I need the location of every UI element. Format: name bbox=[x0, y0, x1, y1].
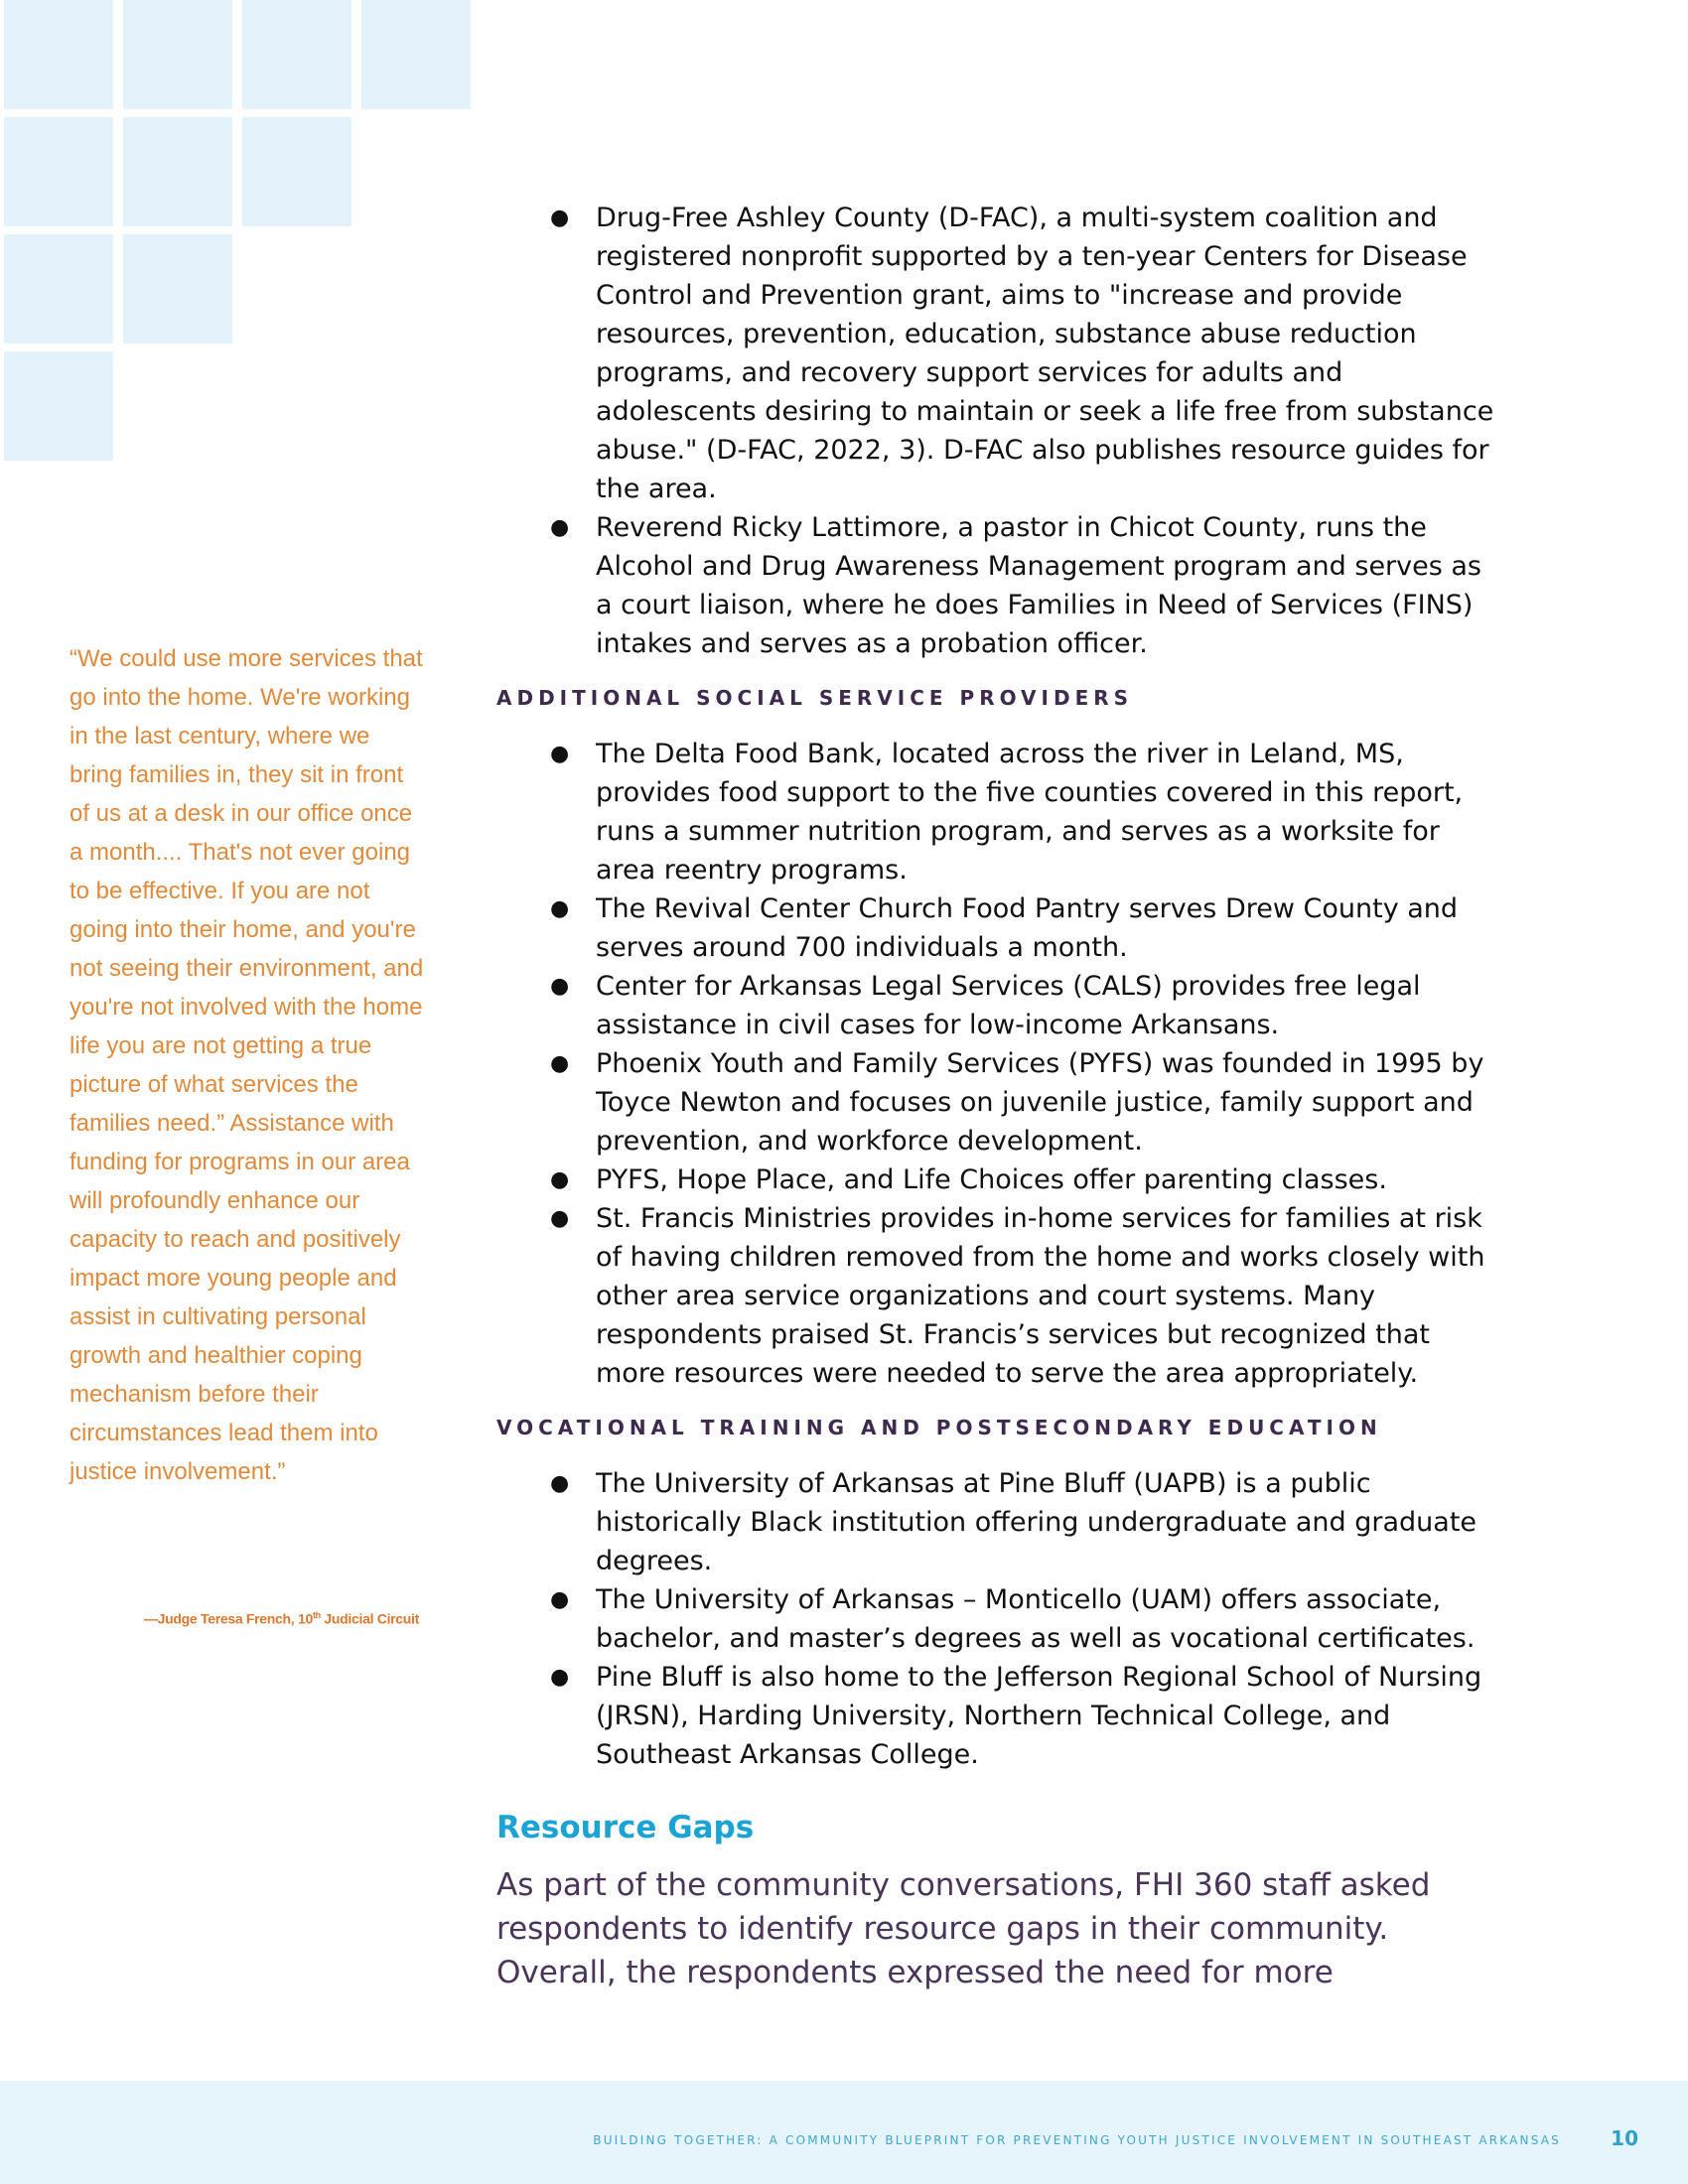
list-item bbox=[496, 1044, 1499, 1160]
list-item bbox=[496, 1464, 1499, 1580]
list-item bbox=[496, 1658, 1499, 1774]
bullet-dot: ● bbox=[550, 974, 570, 999]
list-item-text: Center for Arkansas Legal Services (CALS) provides free legal assistance in civil cases for low-income Arkansans. bbox=[596, 971, 1421, 1040]
quote-attribution bbox=[70, 1610, 419, 1627]
resource-gaps-intro: As part of the community conversations, FHI 360 staff asked respondents to identify resource gaps in their community. Overall, the respondents expressed the need for more bbox=[496, 1867, 1431, 1990]
footer-title: BUILDING TOGETHER: A COMMUNITY BLUEPRINT FOR PREVENTING YOUTH JUSTICE INVOLVEMENT IN SOUTHEAST ARKANSAS bbox=[593, 2133, 1561, 2147]
list-item-text: Drug-Free Ashley County (D-FAC), a multi-system coalition and registered nonprofit supported by a ten-year Centers for Disease Control and Prevention grant, aims to "increase and provide resources, prevention, education, substance abuse reduction programs, and recovery support services for adults and adolescents desiring to maintain or seek a life free from substance abuse." (D-FAC, 2022, 3). D-FAC also publishes resource guides for the area. bbox=[596, 203, 1494, 504]
decorative-tile bbox=[4, 117, 113, 226]
vocational-list bbox=[496, 1464, 1499, 1774]
decorative-tile bbox=[242, 0, 352, 109]
bullet-dot: ● bbox=[550, 205, 570, 230]
decorative-tile bbox=[123, 0, 232, 109]
bullet-dot: ● bbox=[550, 896, 570, 921]
bullet-dot: ● bbox=[550, 515, 570, 540]
social-services-list bbox=[496, 735, 1499, 1393]
section-heading-social-services: ADDITIONAL SOCIAL SERVICE PROVIDERS bbox=[496, 686, 1134, 710]
main-content bbox=[496, 199, 1499, 1994]
list-item bbox=[496, 967, 1499, 1044]
bullet-dot: ● bbox=[550, 742, 570, 766]
attribution-circuit: Judicial Circuit bbox=[320, 1610, 419, 1627]
attribution-ordinal: th bbox=[312, 1610, 321, 1620]
bullet-dot: ● bbox=[550, 1587, 570, 1612]
list-item-text: The Delta Food Bank, located across the river in Leland, MS, provides food support to the five counties covered in this report, runs a summer nutrition program, and serves as a worksite for area reentry programs. bbox=[596, 739, 1464, 886]
list-item bbox=[496, 735, 1499, 889]
bullet-dot: ● bbox=[550, 1051, 570, 1076]
decorative-tile bbox=[242, 117, 352, 226]
bullet-dot: ● bbox=[550, 1167, 570, 1192]
list-item-text: Pine Bluff is also home to the Jefferson Regional School of Nursing (JRSN), Harding University, Northern Technical College, and Southeast Arkansas College. bbox=[596, 1662, 1482, 1770]
page-number: 10 bbox=[1611, 2126, 1638, 2150]
attribution-text: —Judge Teresa French, 10 bbox=[143, 1610, 313, 1627]
list-item bbox=[496, 1199, 1499, 1393]
list-item bbox=[496, 199, 1499, 508]
decorative-tile bbox=[4, 234, 113, 343]
list-item bbox=[496, 1160, 1499, 1199]
section-heading-vocational: VOCATIONAL TRAINING AND POSTSECONDARY EDUCATION bbox=[496, 1416, 1382, 1439]
list-item bbox=[496, 1580, 1499, 1658]
decorative-tile bbox=[4, 351, 113, 461]
bullet-dot: ● bbox=[550, 1206, 570, 1231]
bullet-dot: ● bbox=[550, 1665, 570, 1690]
list-item bbox=[496, 889, 1499, 967]
list-item-text: The University of Arkansas – Monticello (UAM) offers associate, bachelor, and master’s degrees as well as vocational certificates. bbox=[596, 1584, 1476, 1654]
decorative-tile bbox=[4, 0, 113, 109]
list-item-text: Phoenix Youth and Family Services (PYFS) was founded in 1995 by Toyce Newton and focuses on juvenile justice, family support and prevention, and workforce development. bbox=[596, 1048, 1484, 1157]
decorative-tile bbox=[123, 234, 232, 343]
list-item-text: Reverend Ricky Lattimore, a pastor in Chicot County, runs the Alcohol and Drug Awareness Management program and serves as a court liaison, where he does Families in Need of Services (FINS) intakes and serves as a probation officer. bbox=[596, 512, 1482, 659]
list-item-text: PYFS, Hope Place, and Life Choices offer parenting classes. bbox=[596, 1164, 1387, 1195]
list-item-text: The Revival Center Church Food Pantry serves Drew County and serves around 700 individuals a month. bbox=[596, 893, 1459, 963]
sidebar-quote: “We could use more services that go into the home. We're working in the last century, where we bring families in, they sit in front of us at a desk in our office once a month.... That's not ever going to be effective. If you are not going into their home, and you're not seeing their environment, and you're not involved with the home life you are not getting a true picture of what services the families need.” Assistance with funding for programs in our area will profoundly enhance our capacity to reach and positively impact more young people and assist in cultivating personal growth and healthier coping mechanism before their circumstances lead them into justice involvement.” bbox=[70, 645, 424, 1485]
bullet-dot: ● bbox=[550, 1471, 570, 1496]
resource-gaps-heading: Resource Gaps bbox=[496, 1810, 755, 1845]
list-item bbox=[496, 508, 1499, 663]
decorative-tile bbox=[361, 0, 471, 109]
list-item-text: The University of Arkansas at Pine Bluff (UAPB) is a public historically Black institution offering undergraduate and graduate degrees. bbox=[596, 1468, 1477, 1576]
decorative-tile bbox=[123, 117, 232, 226]
list-item-text: St. Francis Ministries provides in-home services for families at risk of having children removed from the home and works closely with other area service organizations and court systems. Many respondents praised St. Francis’s services but recognized that more resources were needed to serve the area appropriately. bbox=[596, 1203, 1485, 1389]
page-footer bbox=[0, 2081, 1688, 2184]
top-bullet-list bbox=[496, 199, 1499, 663]
